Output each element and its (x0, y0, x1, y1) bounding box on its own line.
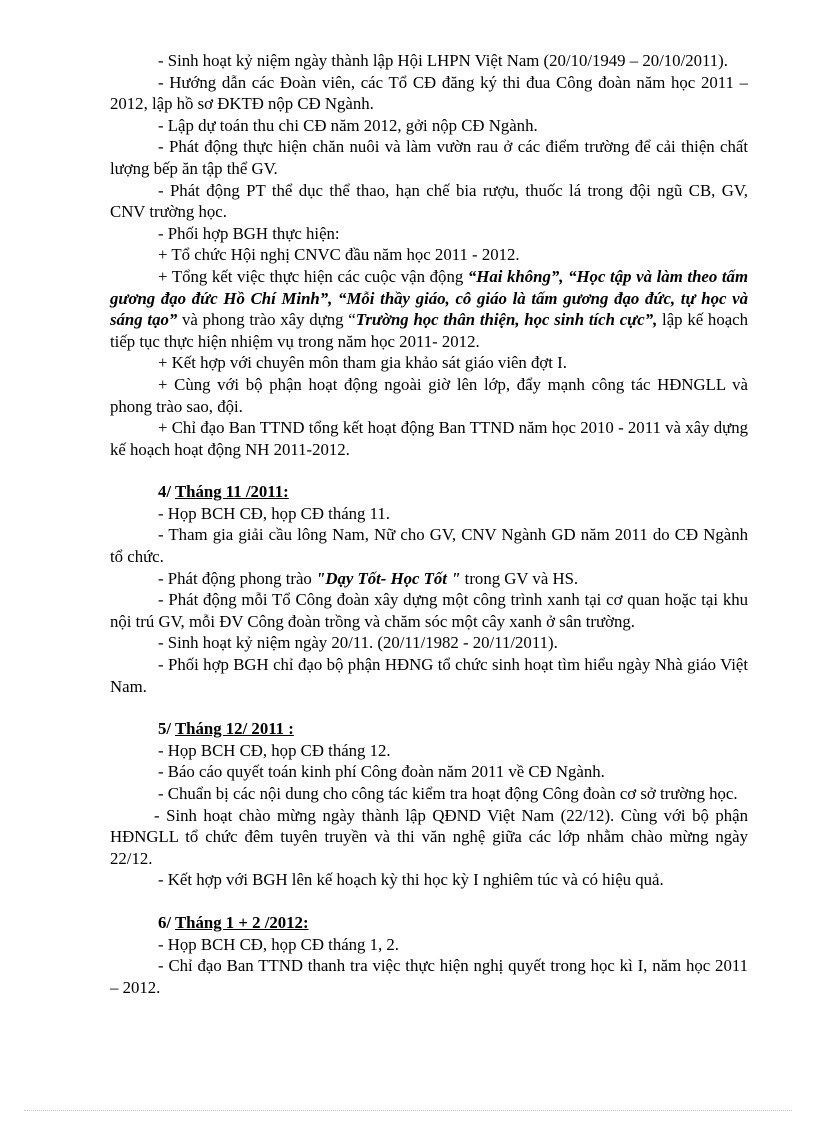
paragraph-inspection-prep: - Chuẩn bị các nội dung cho công tác kiểm tra hoạt động Công đoàn cơ sở trường học. (158, 784, 738, 803)
section-number: 6/ (158, 912, 175, 932)
friendly-school-movement: Trường học thân thiện, học sinh tích cực”, (355, 310, 658, 330)
section-title: Tháng 12/ 2011 : (174, 719, 294, 739)
paragraph-women-union-anniversary: - Sinh hoạt kỷ niệm ngày thành lập Hội LHPN Việt Nam (20/10/1949 – 20/10/2011). (158, 51, 728, 70)
paragraph-campaign-summary (110, 266, 748, 352)
page-bottom-divider (24, 1110, 792, 1111)
paragraph-good-teaching (110, 568, 748, 590)
paragraph-badminton: - Tham gia giải cầu lông Nam, Nữ cho GV, CNV Ngành GD năm 2011 do CĐ Ngành tổ chức. (110, 525, 748, 567)
section-heading-jan-feb (158, 912, 748, 934)
paragraph-exam-plan: - Kết hợp với BGH lên kế hoạch kỳ thi học kỳ I nghiêm túc và có hiệu quả. (158, 870, 664, 890)
section-heading-november (158, 481, 748, 503)
spacer (110, 891, 748, 912)
spacer (110, 697, 748, 718)
section-number: 5/ (158, 719, 175, 739)
document-page (110, 50, 748, 998)
paragraph-army-day: - Sinh hoạt chào mừng ngày thành lập QĐND Việt Nam (22/12). Cùng với bộ phận HĐNGLL tổ chức đêm tuyên truyền và thi văn nghệ giữa các lớp nhằm chào mừng ngày 22/12. (110, 805, 748, 868)
paragraph-budget-report: - Báo cáo quyết toán kinh phí Công đoàn năm 2011 về CĐ Ngành. (158, 762, 605, 782)
good-teaching-tail: trong GV và HS. (460, 568, 579, 588)
paragraph-coordinate-bgh: - Phối hợp BGH thực hiện: (158, 223, 340, 243)
paragraph-ttnd-summary: + Chỉ đạo Ban TTND tổng kết hoạt động Ban TTND năm học 2010 - 2011 và xây dựng kế hoạch hoạt động NH 2011-2012. (110, 418, 748, 459)
campaign-summary-tail: lập kế hoạch tiếp tục thực hiện nhiệm vụ trong năm học 2011- 2012. (110, 310, 749, 351)
paragraph-meeting-nov: - Họp BCH CĐ, họp CĐ tháng 11. (158, 503, 390, 523)
good-teaching-slogan: "Dạy Tốt- Học Tốt " (316, 568, 461, 588)
section-number: 4/ (158, 482, 175, 502)
section-title: Tháng 1 + 2 /2012: (174, 912, 309, 932)
paragraph-ttnd-inspection: - Chỉ đạo Ban TTND thanh tra việc thực hiện nghị quyết trong học kì I, năm học 2011 – 2012. (110, 956, 748, 997)
paragraph-emulation-registration: - Hướng dẫn các Đoàn viên, các Tổ CĐ đăng ký thi đua Công đoàn năm học 2011 – 2012, lập hồ sơ ĐKTĐ nộp CĐ Ngành. (110, 72, 748, 114)
paragraph-green-project: - Phát động mỗi Tổ Công đoàn xây dựng một công trình xanh tại cơ quan hoặc tại khu nội trú GV, mỗi ĐV Công đoàn trồng và chăm sóc một cây xanh ở sân trường. (110, 590, 748, 631)
paragraph-teachers-day: - Sinh hoạt kỷ niệm ngày 20/11. (20/11/1982 - 20/11/2011). (158, 633, 558, 653)
paragraph-meeting-jan-feb: - Họp BCH CĐ, họp CĐ tháng 1, 2. (158, 934, 400, 954)
paragraph-meeting-dec: - Họp BCH CĐ, họp CĐ tháng 12. (158, 740, 391, 760)
campaign-summary-mid: và phong trào xây dựng “ (177, 310, 356, 330)
paragraph-sports-movement: - Phát động PT thể dục thể thao, hạn chế bia rượu, thuốc lá trong đội ngũ CB, GV, CNV trường học. (110, 180, 748, 222)
section-title: Tháng 11 /2011: (174, 482, 289, 502)
good-teaching-lead: - Phát động phong trào (158, 568, 317, 588)
paragraph-livestock-garden: - Phát động thực hiện chăn nuôi và làm vườn rau ở các điểm trường để cải thiện chất lượng bếp ăn tập thể GV. (110, 137, 748, 178)
spacer (110, 460, 748, 481)
paragraph-teachers-day-activity: - Phối hợp BGH chỉ đạo bộ phận HĐNG tổ chức sinh hoạt tìm hiểu ngày Nhà giáo Việt Nam. (110, 655, 748, 696)
campaign-summary-lead: + Tổng kết việc thực hiện các cuộc vận động (158, 266, 468, 286)
paragraph-teacher-survey: + Kết hợp với chuyên môn tham gia khảo sát giáo viên đợt I. (158, 353, 567, 373)
campaign-names: “Hai không”, “Học tập và làm theo tấm gương đạo đức Hồ Chí Minh”, “Mỗi thầy giáo, cô giáo là tấm gương đạo đức, tự học và sáng tạo” (110, 266, 748, 330)
section-heading-december (158, 718, 748, 740)
paragraph-cnvc-conference: + Tổ chức Hội nghị CNVC đầu năm học 2011 - 2012. (158, 245, 520, 265)
paragraph-extracurricular: + Cùng với bộ phận hoạt động ngoài giờ lên lớp, đẩy mạnh công tác HĐNGLL và phong trào sao, đội. (110, 374, 748, 416)
paragraph-budget-estimate: - Lập dự toán thu chi CĐ năm 2012, gởi nộp CĐ Ngành. (158, 115, 538, 135)
